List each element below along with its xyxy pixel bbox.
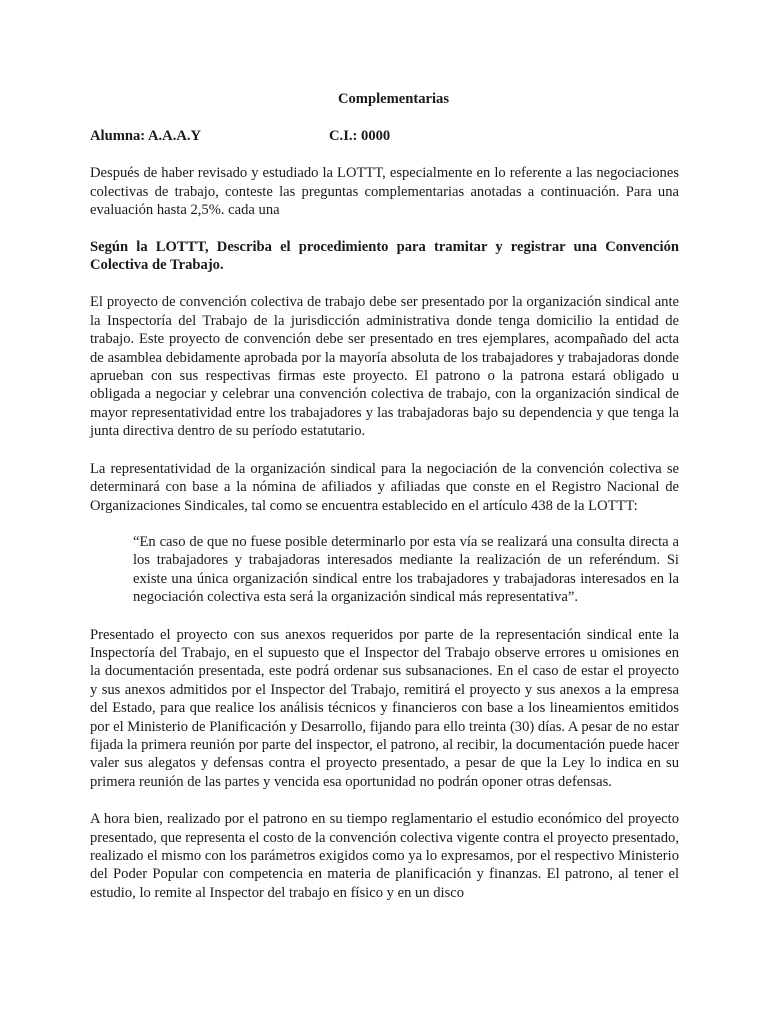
question-heading: Según la LOTTT, Describa el procedimiento para tramitar y registrar una Convención Colectiva de Trabajo.: [90, 238, 679, 274]
page-title: Complementarias: [337, 91, 450, 107]
intro-paragraph: Después de haber revisado y estudiado la LOTTT, especialmente en lo referente a las negociaciones colectivas de trabajo, conteste las preguntas complementarias anotadas a continuación. Para una evaluación hasta 2,5%. cada una: [90, 165, 679, 219]
block-quote: “En caso de que no fuese posible determinarlo por esta vía se realizará una consulta directa a los trabajadores y trabajadoras interesados mediante la realización de un referéndum. Si existe una única organización sindical entre los trabajadores y trabajadoras interesados en la negociación colectiva esta será la organización sindical más representativa”.: [133, 533, 679, 606]
student-info: [90, 127, 679, 146]
student-name: Alumna: A.A.A.Y: [90, 128, 202, 145]
body-paragraph: Presentado el proyecto con sus anexos requeridos por parte de la representación sindical ente la Inspectoría del Trabajo, en el supuesto que el Inspector del Trabajo observe errores u omisiones en la documentación presentada, este podrá ordenar sus subsanaciones. En el caso de estar el proyecto y sus anexos admitidos por el Inspector del Trabajo, remitirá el proyecto y sus anexos a la empresa del Estado, para que realice los análisis técnicos y financieros con base a los lineamientos emitidos por el Ministerio de Planificación y Desarrollo, fijando para ello treinta (30) días. A pesar de no estar fijada la primera reunión por parte del inspector, el patrono, al recibir, la documentación puede hacer valer sus alegatos y defensas contra el proyecto presentado, a pesar de que la Ley lo indica en su primera reunión de las partes y vencida esa oportunidad no podrán oponer otras defensas.: [90, 626, 679, 790]
body-paragraph: La representatividad de la organización sindical para la negociación de la convención colectiva se determinará con base a la nómina de afiliados y afiliadas que conste en el Registro Nacional de Organizaciones Sindicales, tal como se encuentra establecido en el artículo 438 de la LOTTT:: [90, 460, 679, 514]
student-id: C.I.: 0000: [329, 128, 391, 145]
body-paragraph: A hora bien, realizado por el patrono en su tiempo reglamentario el estudio económico del proyecto presentado, que representa el costo de la convención colectiva vigente contra el proyecto presentado, realizado el mismo con los parámetros exigidos como ya lo expresamos, por el respectivo Ministerio del Poder Popular con competencia en materia de planificación y finanzas. El patrono, al tener el estudio, lo remite al Inspector del trabajo en físico y en un disco: [90, 811, 679, 901]
body-paragraph: El proyecto de convención colectiva de trabajo debe ser presentado por la organización sindical ante la Inspectoría del Trabajo de la jurisdicción administrativa donde tenga domicilio la entidad de trabajo. Este proyecto de convención debe ser presentado en tres ejemplares, acompañado del acta de asamblea debidamente aprobada por la mayoría absoluta de los trabajadores y trabajadoras donde aprueban con sus respectivas firmas este proyecto. El patrono o la patrona estará obligado u obligada a negociar y celebrar una convención colectiva de trabajo, con la organización sindical de mayor representatividad entre los trabajadores y las trabajadoras bajo su dependencia y que tenga la junta directiva dentro de su período estatutario.: [90, 294, 679, 440]
